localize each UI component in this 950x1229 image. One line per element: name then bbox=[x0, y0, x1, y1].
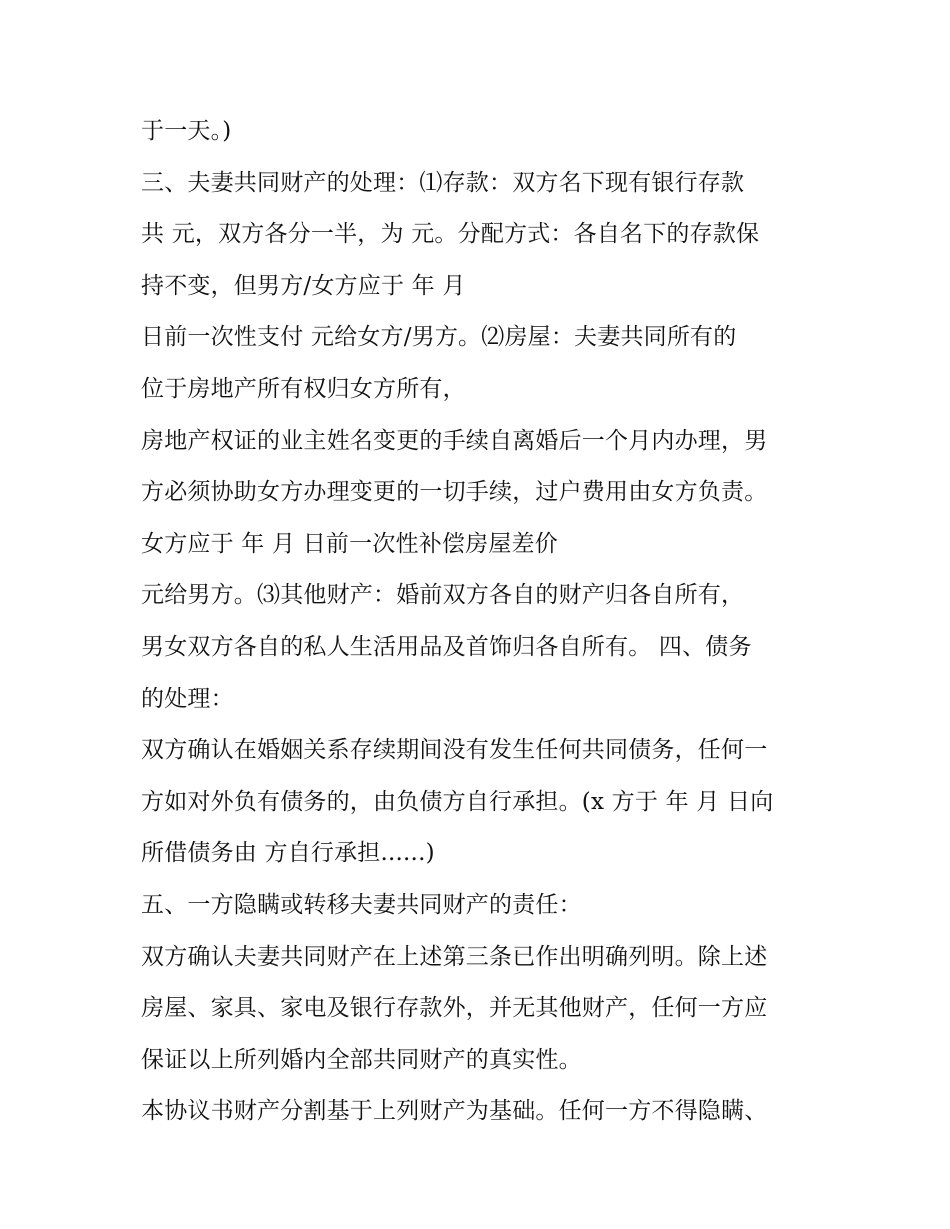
text-line: 男女双方各自的私人生活用品及首饰归各自所有。 四、债务 bbox=[141, 633, 752, 660]
text-line: 房屋、家具、家电及银行存款外，并无其他财产，任何一方应 bbox=[141, 995, 768, 1022]
text-line: 日前一次性支付 元给女方/男方。⑵房屋：夫妻共同所有的 bbox=[141, 324, 737, 351]
text-line: 本协议书财产分割基于上列财产为基础。任何一方不得隐瞒、 bbox=[141, 1098, 768, 1125]
text-line: 持不变，但男方/女方应于 年 月 bbox=[141, 272, 466, 299]
text-line: 三、夫妻共同财产的处理：⑴存款：双方名下现有银行存款 bbox=[141, 169, 745, 196]
text-line: 元给男方。⑶其他财产：婚前双方各自的财产归各自所有， bbox=[141, 582, 745, 609]
text-line: 房地产权证的业主姓名变更的手续自离婚后一个月内办理，男 bbox=[141, 427, 768, 454]
text-line: 共 元，双方各分一半，为 元。分配方式：各自名下的存款保 bbox=[141, 221, 760, 248]
text-line: 方如对外负有债务的，由负债方自行承担。(x 方于 年 月 日向 bbox=[141, 788, 774, 815]
text-line: 双方确认夫妻共同财产在上述第三条已作出明确列明。除上述 bbox=[141, 943, 768, 970]
text-line: 双方确认在婚姻关系存续期间没有发生任何共同债务，任何一 bbox=[141, 737, 768, 764]
text-line: 女方应于 年 月 日前一次性补偿房屋差价 bbox=[141, 530, 558, 557]
text-line: 五、一方隐瞒或转移夫妻共同财产的责任： bbox=[141, 891, 582, 918]
text-line: 保证以上所列婚内全部共同财产的真实性。 bbox=[141, 1046, 582, 1073]
text-line: 的处理： bbox=[141, 685, 234, 712]
text-line: 于一天。) bbox=[141, 118, 232, 144]
text-line: 所借债务由 方自行承担......) bbox=[141, 840, 435, 867]
text-line: 位于房地产所有权归女方所有， bbox=[141, 375, 466, 402]
text-line: 方必须协助女方办理变更的一切手续，过户费用由女方负责。 bbox=[141, 479, 768, 506]
document-body bbox=[141, 106, 831, 1138]
